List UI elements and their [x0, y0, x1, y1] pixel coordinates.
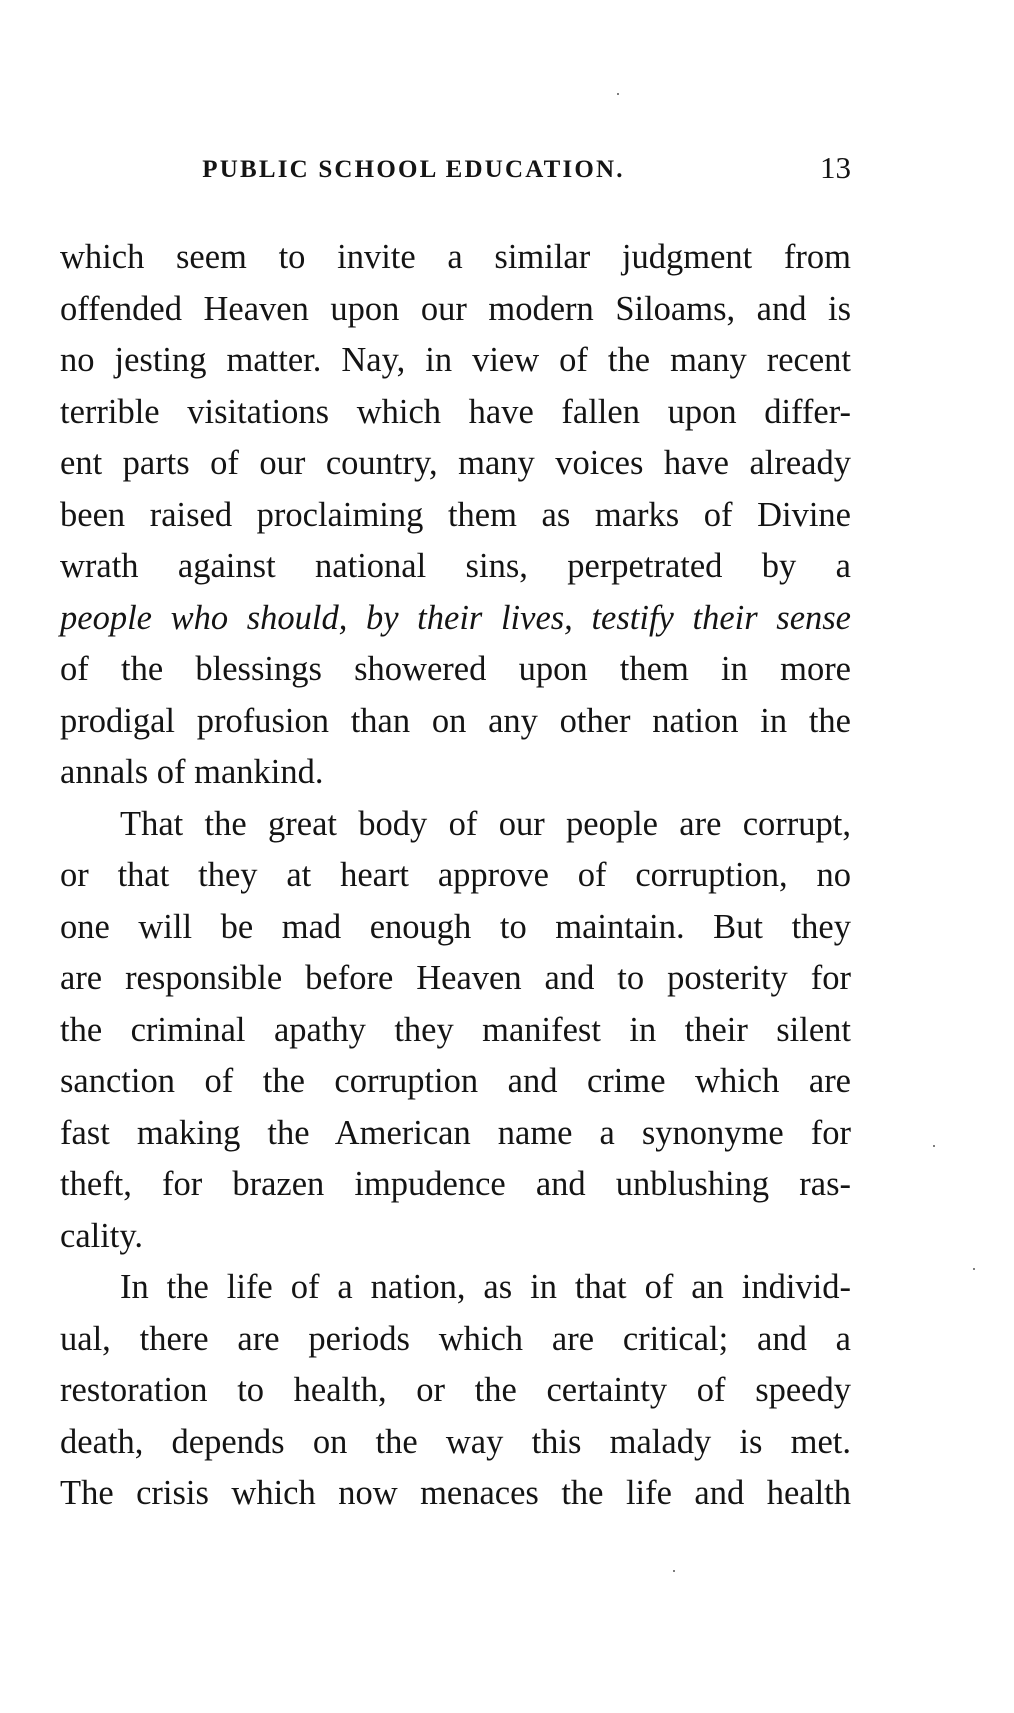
text-line: prodigal profusion than on any other nation in the — [60, 701, 851, 740]
text-line: sanction of the corruption and crime which are — [60, 1062, 851, 1100]
italic-text: testify — [591, 598, 674, 637]
text-line: annals of mankind. — [60, 753, 324, 791]
text-line: death, depends on the way this malady is met. — [60, 1422, 851, 1461]
text-line: ent parts of our country, many voices have already — [60, 444, 851, 482]
text-line: are responsible before Heaven and to posterity for — [60, 959, 851, 997]
page-number: 13 — [820, 150, 851, 185]
text-line: wrath against national sins, perpetrated by a — [60, 547, 851, 585]
paragraph-2 — [60, 799, 851, 1263]
text-line: or that they at heart approve of corruption, no — [60, 856, 851, 894]
paragraph-3 — [60, 1262, 851, 1520]
text-line: The crisis which now menaces the life and health — [60, 1474, 851, 1512]
text-line: offended Heaven upon our modern Siloams, and is — [60, 289, 851, 328]
running-title-text: PUBLIC SCHOOL EDUCATION. — [202, 156, 625, 183]
text-line: cality. — [60, 1216, 144, 1255]
text-line: the criminal apathy they manifest in their silent — [60, 1010, 851, 1049]
italic-text: people who should, by their lives, — [60, 598, 592, 637]
scan-speck — [673, 1570, 675, 1572]
text-line: ual, there are periods which are critical; and a — [60, 1319, 851, 1358]
scan-speck — [617, 93, 619, 95]
text-line: one will be mad enough to maintain. But they — [60, 907, 851, 946]
text-line: theft, for brazen impudence and unblushing ras- — [60, 1165, 851, 1203]
text-line: no jesting matter. Nay, in view of the many recent — [60, 341, 851, 379]
scan-speck — [933, 1145, 935, 1147]
text-line: That the great body of our people are corrupt, — [120, 804, 851, 843]
text-line: been raised proclaiming them as marks of Divine — [60, 495, 851, 534]
text-line-italic-mixed — [60, 593, 851, 645]
scan-speck — [973, 1268, 975, 1270]
body-text — [60, 232, 851, 1520]
text-line: In the life of a nation, as in that of an individ- — [120, 1268, 851, 1306]
text-line: fast making the American name a synonyme for — [60, 1113, 851, 1152]
text-line: restoration to health, or the certainty of speedy — [60, 1371, 851, 1409]
running-title — [60, 156, 851, 184]
text-line: of the blessings showered upon them in more — [60, 650, 851, 688]
paragraph-1 — [60, 232, 851, 799]
text-line: which seem to invite a similar judgment from — [60, 238, 851, 276]
italic-text: their sense — [673, 598, 851, 637]
text-line: terrible visitations which have fallen upon differ- — [60, 392, 851, 431]
running-head — [60, 152, 851, 192]
